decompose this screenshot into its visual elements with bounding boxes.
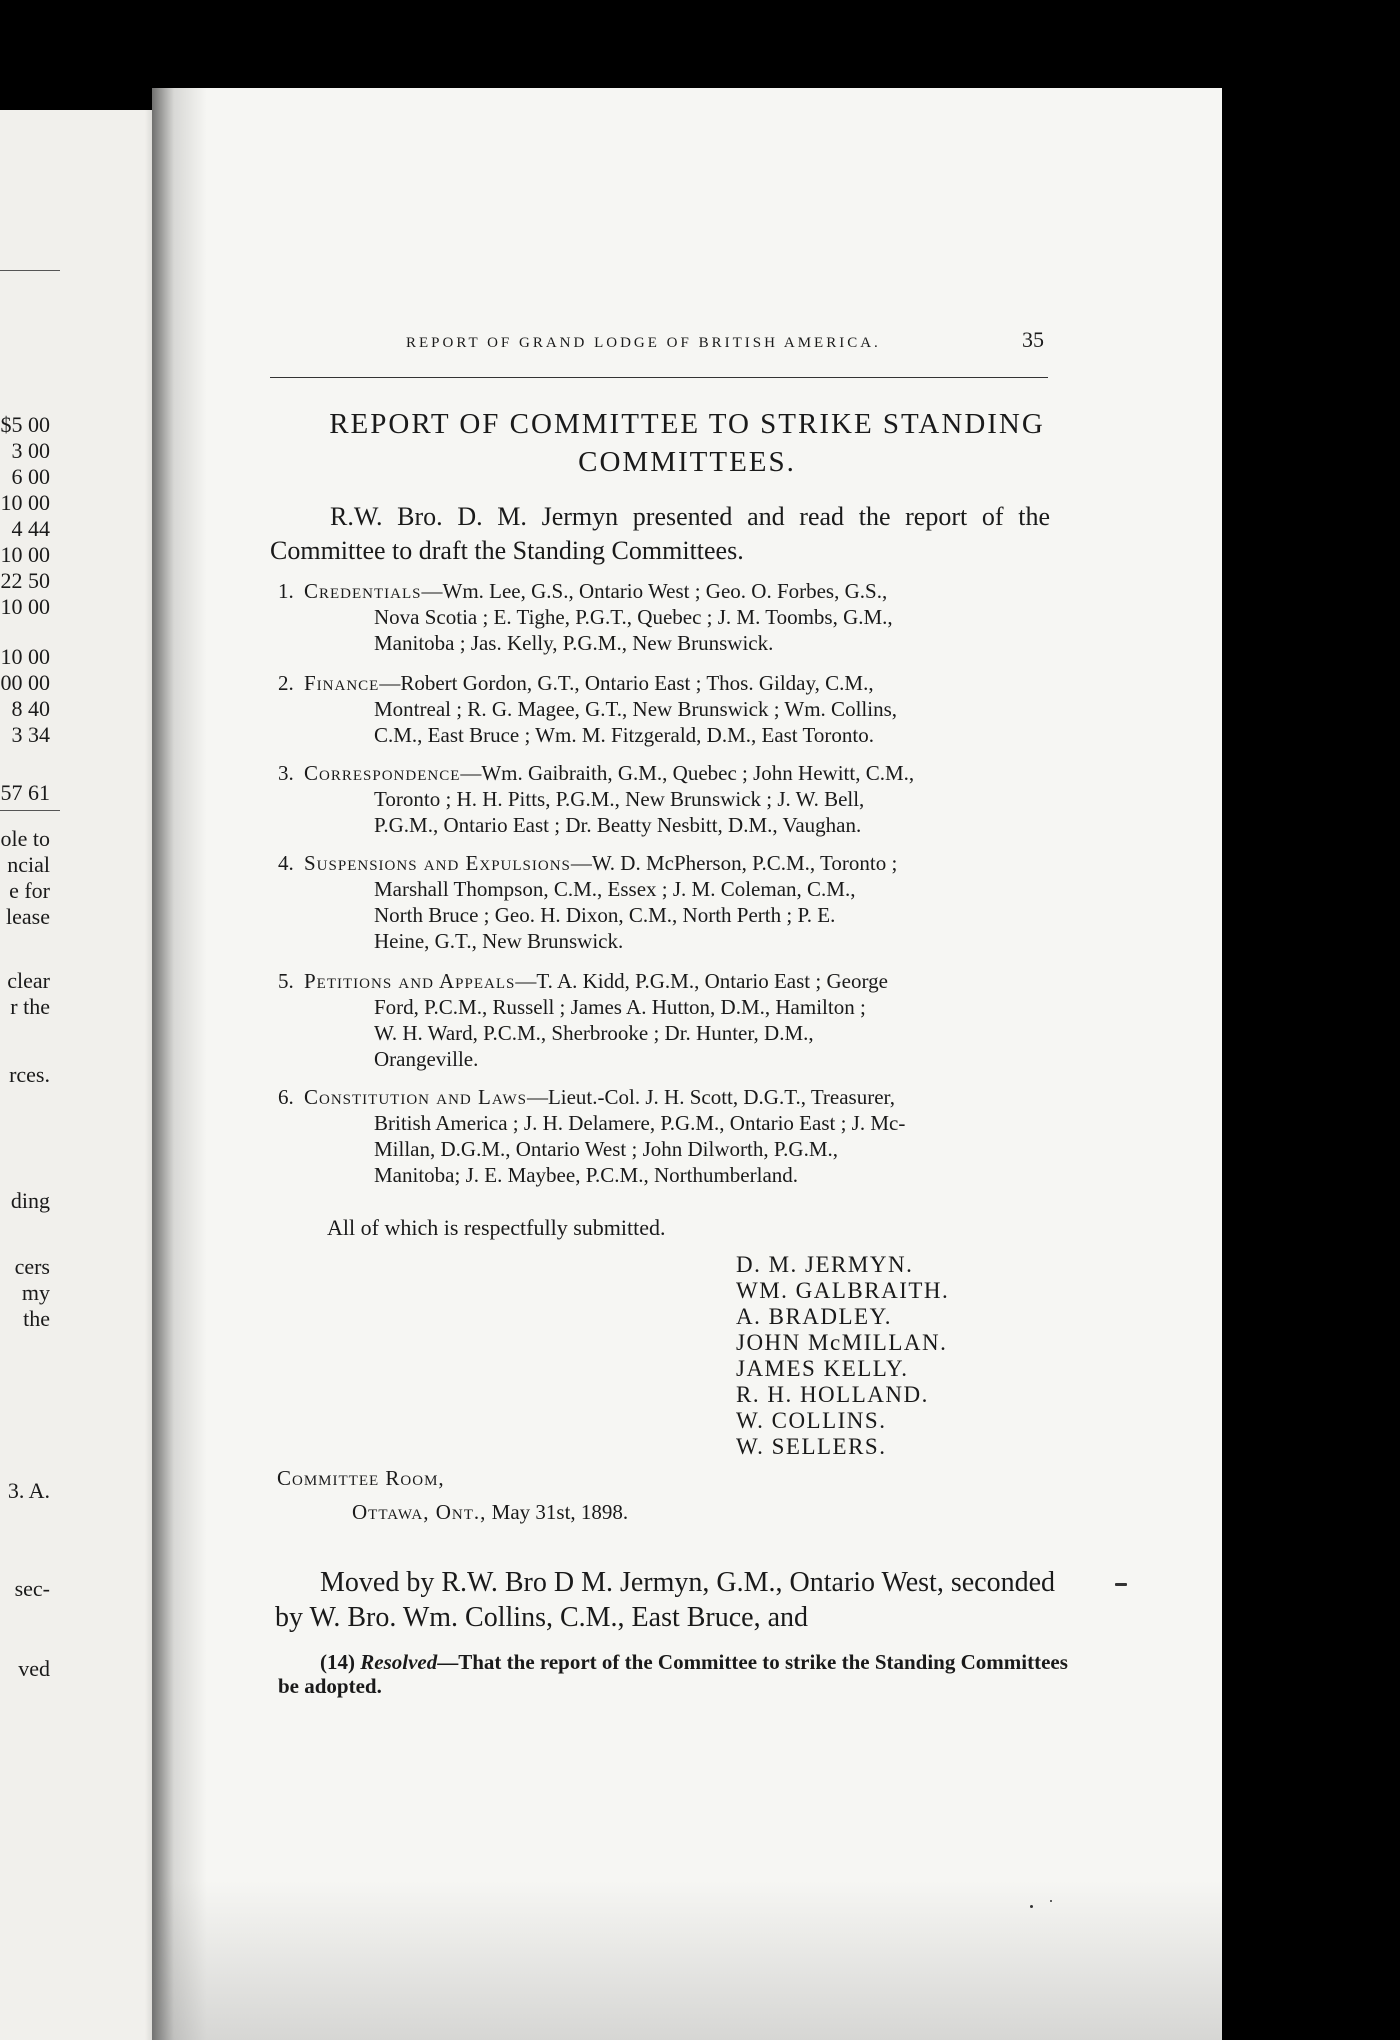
facing-page-line: the — [23, 1306, 50, 1331]
committee-name: Constitution and Laws — [304, 1085, 527, 1109]
specks — [1115, 1583, 1127, 1586]
facing-page-line: 3 00 — [11, 438, 50, 463]
committee-members-continued: Manitoba; J. E. Maybee, P.C.M., Northumberland. — [374, 1163, 799, 1187]
committee-members-continued: North Bruce ; Geo. H. Dixon, C.M., North Perth ; P. E. — [374, 903, 836, 927]
facing-page-line: lease — [6, 904, 50, 929]
committee-members-continued: British America ; J. H. Delamere, P.G.M., Ontario East ; J. Mc- — [374, 1111, 906, 1135]
motion-paragraph: Moved by R.W. Bro D M. Jermyn, G.M., Ontario West, seconded by W. Bro. Wm. Collins, C.M., East Bruce, and — [275, 1567, 1056, 1633]
committee-members: —Lieut.-Col. J. H. Scott, D.G.T., Treasurer, — [526, 1085, 895, 1109]
committee-members: —T. A. Kidd, P.G.M., Ontario East ; George — [515, 969, 888, 993]
signatory-name: A. BRADLEY. — [736, 1304, 893, 1329]
facing-page-line: rces. — [9, 1062, 50, 1087]
facing-page-line: sec- — [14, 1576, 50, 1601]
committee-item-number: 4. — [278, 851, 294, 875]
committee-item — [278, 578, 1063, 656]
committee-members-continued: C.M., East Bruce ; Wm. M. Fitzgerald, D.M., East Toronto. — [374, 723, 874, 747]
committee-members-continued: Manitoba ; Jas. Kelly, P.G.M., New Brunswick. — [374, 631, 774, 655]
committee-name: Suspensions and Expulsions — [304, 851, 571, 875]
intro-paragraph: R.W. Bro. D. M. Jermyn presented and read the report of the Committee to draft the Standing Committees. — [270, 502, 1050, 565]
facing-page-line: 22 50 — [0, 568, 50, 593]
facing-page-line: 10 00 — [0, 594, 50, 619]
committee-item-number: 3. — [278, 761, 294, 785]
resolution-paragraph — [278, 1650, 1068, 1698]
committee-item — [278, 670, 1063, 748]
resolution-label: Resolved — [360, 1650, 438, 1674]
facing-page-line: ole to — [0, 826, 50, 851]
committee-members-continued: Nova Scotia ; E. Tighe, P.G.T., Quebec ; J. M. Toombs, G.M., — [374, 605, 893, 629]
facing-page-line: r the — [10, 994, 50, 1019]
committee-members-continued: Heine, G.T., New Brunswick. — [374, 929, 624, 953]
facing-page-line: 57 61 — [0, 780, 50, 805]
facing-page-line: my — [21, 1280, 50, 1305]
committee-members-continued: Marshall Thompson, C.M., Essex ; J. M. Coleman, C.M., — [374, 877, 856, 901]
committee-members: —Wm. Gaibraith, G.M., Quebec ; John Hewitt, C.M., — [460, 761, 915, 785]
committee-members-continued: Millan, D.G.M., Ontario West ; John Dilworth, P.G.M., — [374, 1137, 839, 1161]
committee-members: —Wm. Lee, G.S., Ontario West ; Geo. O. Forbes, G.S., — [421, 579, 888, 603]
facing-page-line: clear — [7, 968, 50, 993]
committee-members-continued: Montreal ; R. G. Magee, G.T., New Brunswick ; Wm. Collins, — [374, 697, 897, 721]
committee-item — [278, 1084, 1063, 1188]
committee-item-number: 5. — [278, 969, 294, 993]
signatory-name: R. H. HOLLAND. — [736, 1382, 929, 1407]
facing-page-line: ncial — [7, 852, 50, 877]
committee-members-continued: P.G.M., Ontario East ; Dr. Beatty Nesbitt, D.M., Vaughan. — [374, 813, 862, 837]
committee-name: Credentials — [304, 579, 422, 603]
committee-members-continued: Ford, P.C.M., Russell ; James A. Hutton, D.M., Hamilton ; — [374, 995, 866, 1019]
facing-page-line: 10 00 — [0, 644, 50, 669]
facing-page-line: 4 44 — [11, 516, 50, 541]
header-rule — [270, 377, 1048, 378]
committee-name: Petitions and Appeals — [304, 969, 516, 993]
signatory-name: W. SELLERS. — [736, 1434, 887, 1459]
signatory-name: JOHN McMILLAN. — [736, 1330, 948, 1355]
facing-page-line: 3 34 — [11, 722, 50, 747]
facing-page-line: $5 00 — [0, 412, 50, 437]
committee-item-number: 6. — [278, 1085, 294, 1109]
closing-place: Ottawa, Ont., — [352, 1500, 487, 1524]
running-header: REPORT OF GRAND LODGE OF BRITISH AMERICA. — [406, 335, 881, 351]
signatory-name: JAMES KELLY. — [736, 1356, 909, 1381]
resolution-number: (14) — [320, 1650, 361, 1674]
facing-page-line: ding — [10, 1188, 50, 1213]
committee-item-number: 2. — [278, 671, 294, 695]
committee-members: —Robert Gordon, G.T., Ontario East ; Thos. Gilday, C.M., — [379, 671, 874, 695]
committee-members-continued: Toronto ; H. H. Pitts, P.G.M., New Brunswick ; J. W. Bell, — [374, 787, 865, 811]
committee-item-number: 1. — [278, 579, 294, 603]
committee-members: —W. D. McPherson, P.C.M., Toronto ; — [570, 851, 898, 875]
facing-page-line: 10 00 — [0, 542, 50, 567]
facing-page-line: 6 00 — [11, 464, 50, 489]
committee-item — [278, 760, 1063, 838]
facing-page-line: ved — [18, 1656, 50, 1681]
committee-item — [278, 850, 1063, 954]
committee-name: Finance — [304, 671, 380, 695]
committee-item — [278, 968, 1063, 1072]
closing-place-heading — [277, 1466, 445, 1491]
committee-name: Correspondence — [304, 761, 461, 785]
report-title-line-2: COMMITTEES. — [578, 446, 796, 478]
speck — [1030, 1905, 1033, 1908]
facing-page-line: e for — [9, 878, 50, 903]
committee-members-continued: Orangeville. — [374, 1047, 479, 1071]
signatory-name: D. M. JERMYN. — [736, 1252, 914, 1277]
speck — [1050, 1900, 1052, 1902]
facing-page-line: 8 40 — [11, 696, 50, 721]
facing-page-rule — [0, 810, 60, 811]
page-number: 35 — [1022, 327, 1044, 352]
facing-page-line: cers — [14, 1254, 50, 1279]
committee-room-label: Committee Room, — [277, 1466, 445, 1490]
facing-page-line: 00 00 — [0, 670, 50, 695]
submitted-line: All of which is respectfully submitted. — [327, 1215, 666, 1240]
facing-page-rule — [0, 270, 60, 271]
resolution-text: —That the report of the Committee to strike the Standing Committees be adopted. — [278, 1650, 1068, 1698]
facing-page-line: 3. A. — [7, 1478, 50, 1503]
signatory-name: WM. GALBRAITH. — [736, 1278, 950, 1303]
closing-date: May 31st, 1898. — [491, 1500, 629, 1524]
committee-members-continued: W. H. Ward, P.C.M., Sherbrooke ; Dr. Hunter, D.M., — [374, 1021, 814, 1045]
facing-page-line: 10 00 — [0, 490, 50, 515]
closing-date-line — [352, 1500, 628, 1525]
signatory-name: W. COLLINS. — [736, 1408, 887, 1433]
facing-page-fragment — [0, 110, 175, 2040]
report-title-line-1: REPORT OF COMMITTEE TO STRIKE STANDING — [329, 408, 1045, 440]
